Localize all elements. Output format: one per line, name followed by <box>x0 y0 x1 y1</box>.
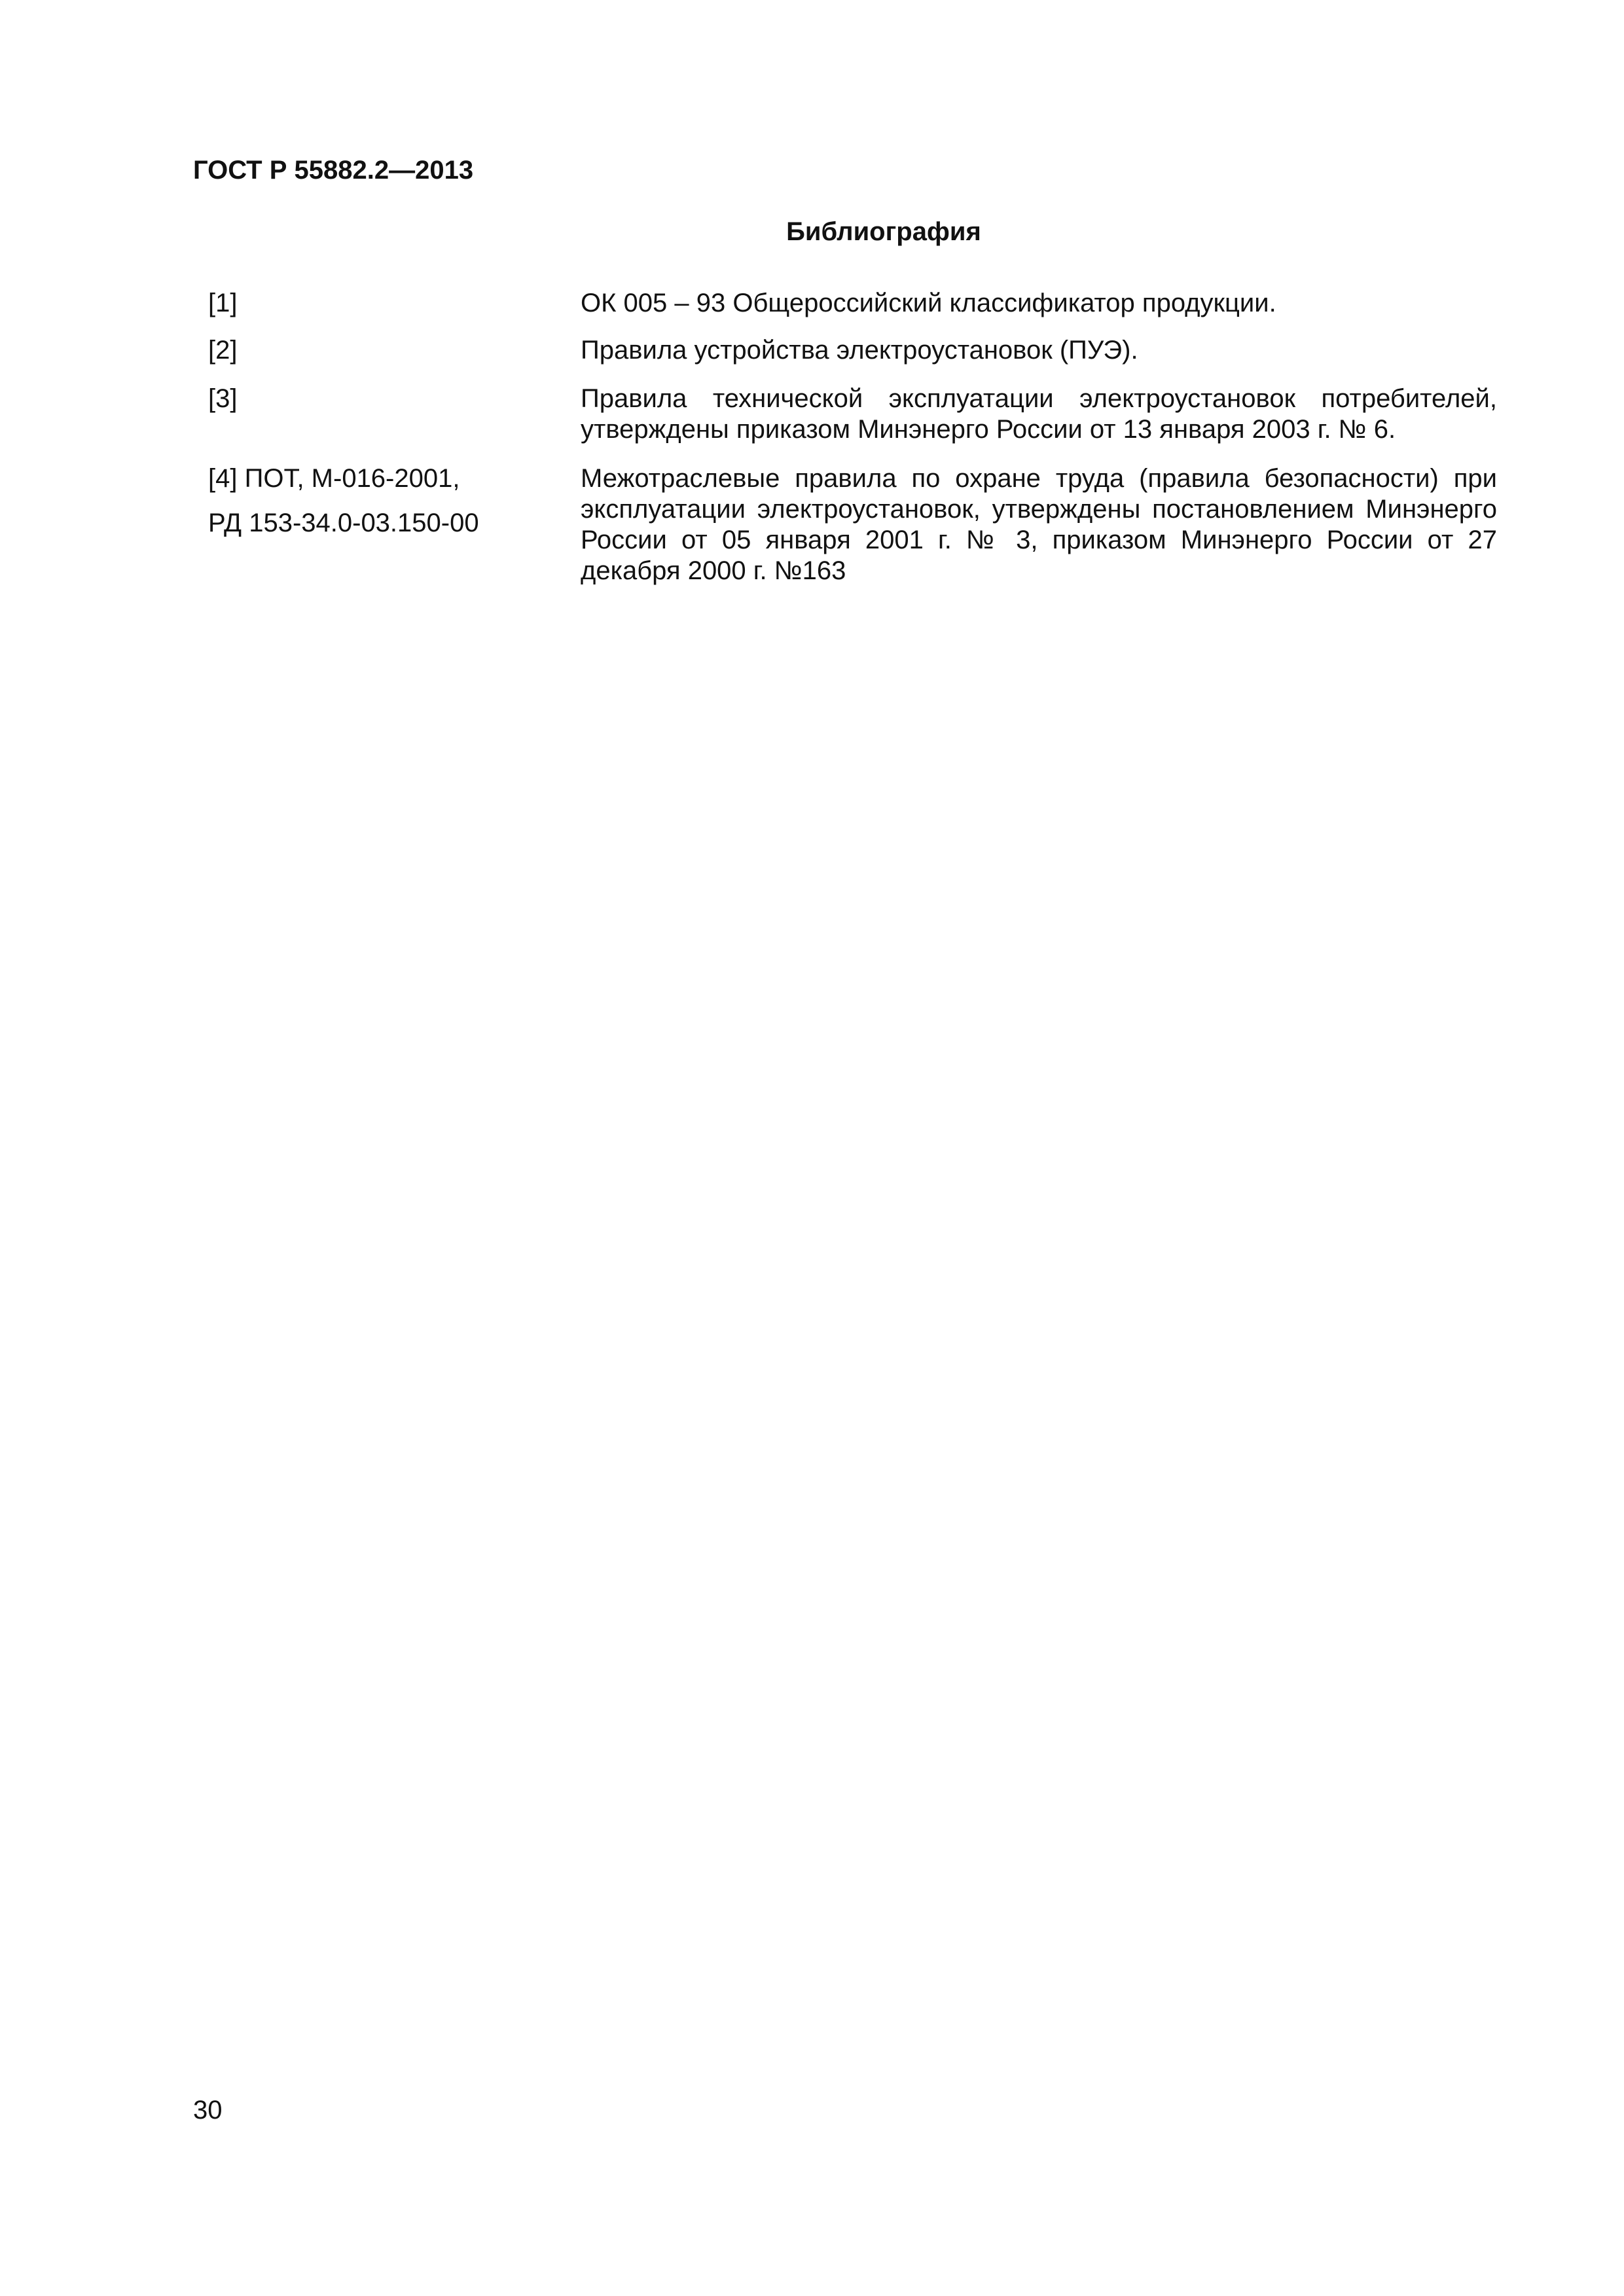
section-title: Библиография <box>786 217 981 246</box>
entry-description: Правила технической эксплуатации электроустановок потребителей, утверждены приказом Минэнерго России от 13 января 2003 г. № 6. <box>581 384 1497 444</box>
reference-line: РД 153-34.0-03.150-00 <box>208 509 479 537</box>
reference-line: [3] <box>208 384 238 413</box>
document-code: ГОСТ Р 55882.2—2013 <box>193 156 474 185</box>
entry-description: Правила устройства электроустановок (ПУЭ). <box>581 336 1138 365</box>
reference-line: [2] <box>208 336 238 365</box>
entry-description: Межотраслевые правила по охране труда (правила безопасности) при эксплуатации электроустановок, утверждены постановлением Минэнерго России от 05 января 2001 г. № 3, приказом Минэнерго России от 27 декабря 2000 г. №163 <box>581 464 1497 585</box>
entry-description: ОК 005 – 93 Общероссийский классификатор продукции. <box>581 289 1276 317</box>
entry-reference <box>208 288 562 319</box>
entry-reference <box>208 384 562 414</box>
reference-line: [4] ПОТ, М-016-2001, <box>208 464 460 493</box>
page-number: 30 <box>193 2096 223 2125</box>
entry-reference <box>208 463 562 539</box>
reference-line: [1] <box>208 289 238 317</box>
entry-reference <box>208 335 562 366</box>
